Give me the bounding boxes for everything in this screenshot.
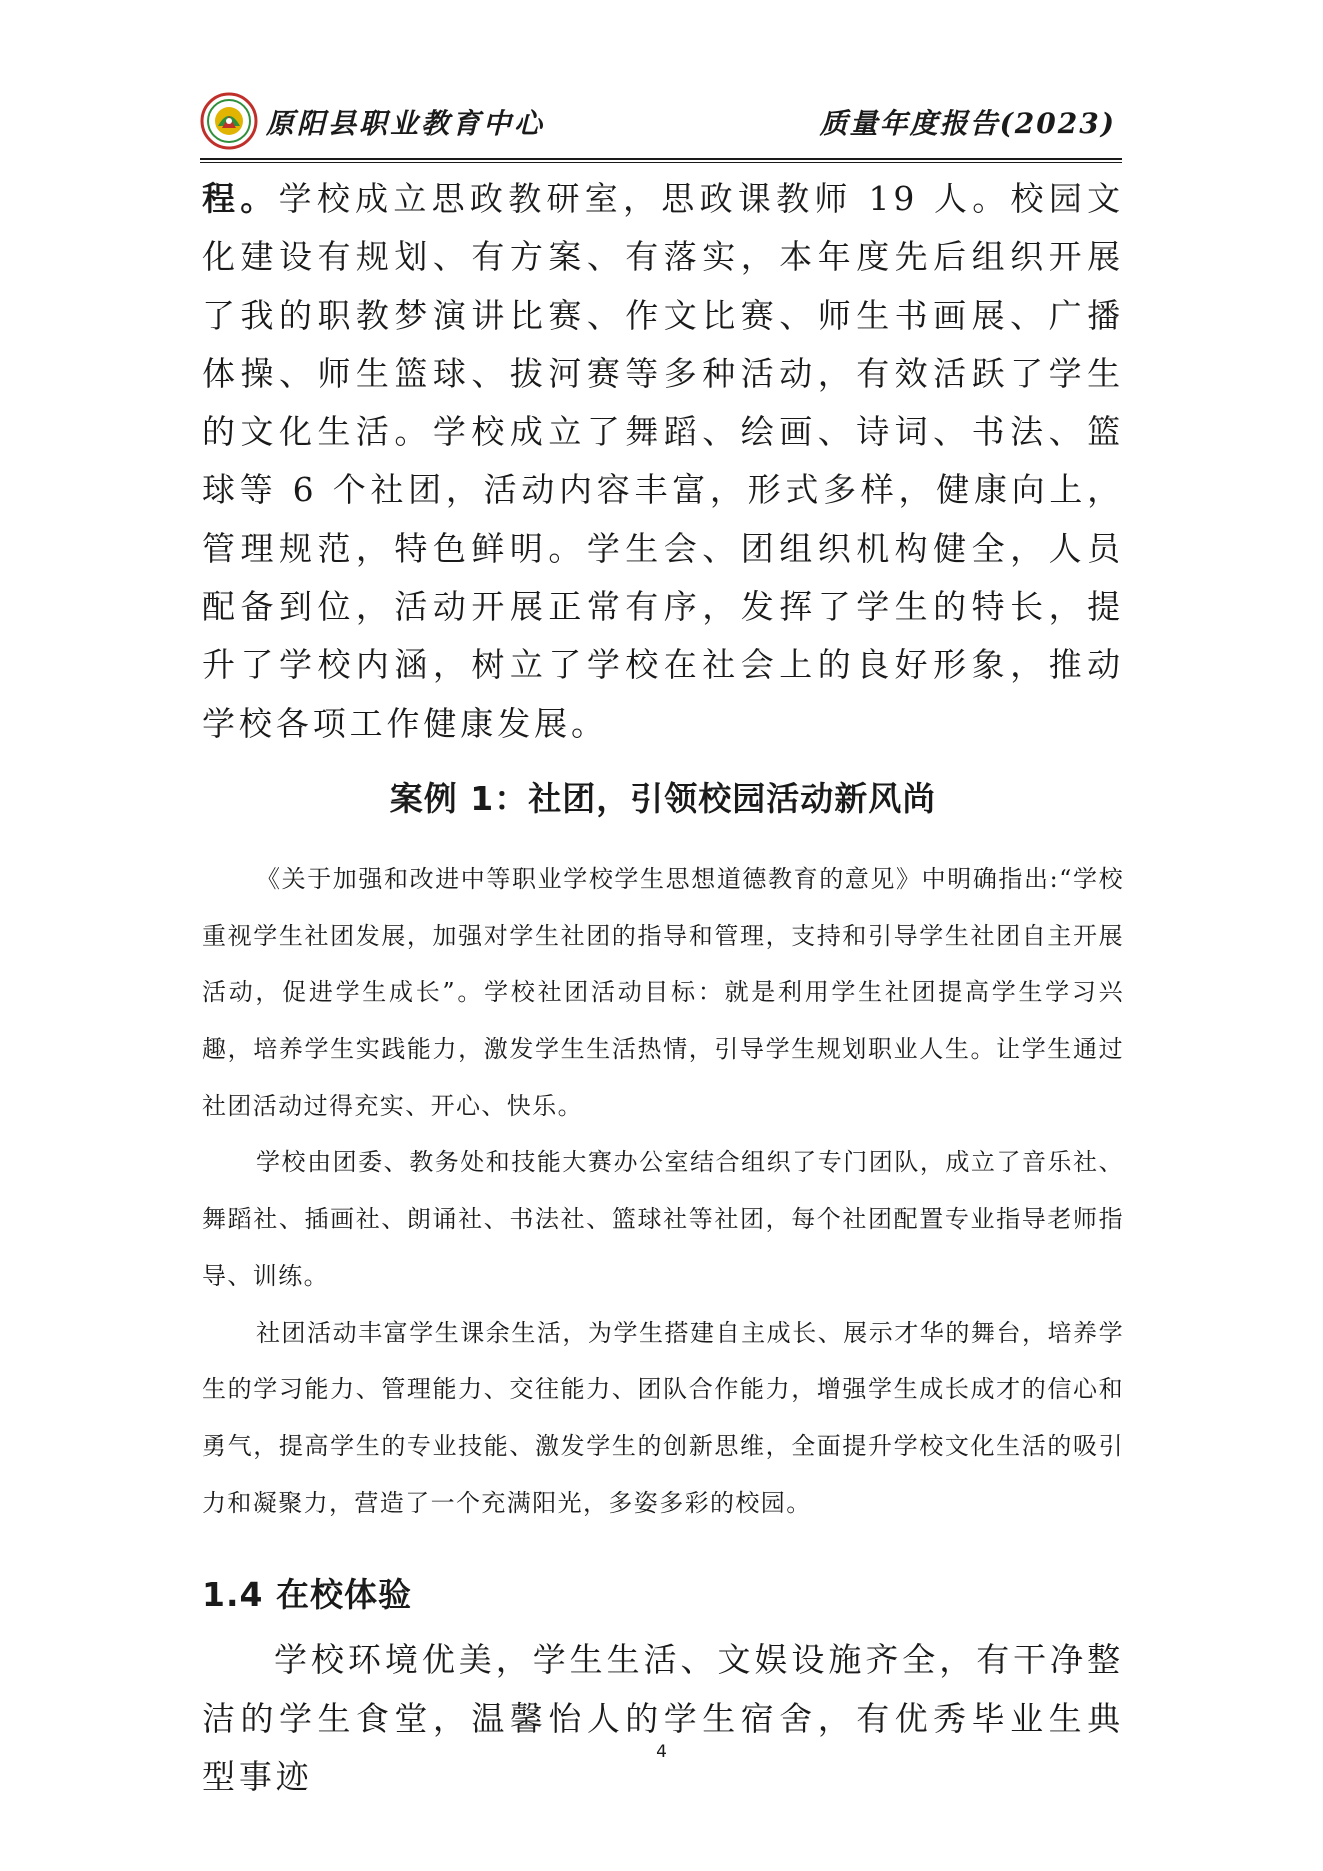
case-paragraph-3: 社团活动丰富学生课余生活，为学生搭建自主成长、展示才华的舞台，培养学生的学习能力、管理能力、交往能力、团队合作能力，增强学生成长成才的信心和勇气，提高学生的专业技能、激发学生的创新思维，全面提升学校文化生活的吸引力和凝聚力，营造了一个充满阳光，多姿多彩的校园。 [202,1318,1124,1517]
school-emblem-icon [200,92,258,150]
paragraph-text: 学校成立思政教研室，思政课教师 19 人。校园文化建设有规划、有方案、有落实，本年度先后组织开展了我的职教梦演讲比赛、作文比赛、师生书画展、广播体操、师生篮球、拔河赛等多种活动，有效活跃了学生的文化生活。学校成立了舞蹈、绘画、诗词、书法、篮球等 6 个社团，活动内容丰富，形式多样，健康向上，管理规范，特色鲜明。学生会、团组织机构健全，人员配备到位，活动开展正常有序，发挥了学生的特长，提升了学校内涵，树立了学校在社会上的良好形象，推动学校各项工作健康发展。 [202,179,1124,743]
body-paragraph-1 [202,170,1124,753]
page-number: 4 [656,1742,667,1762]
case-paragraph-1: 《关于加强和改进中等职业学校学生思想道德教育的意见》中明确指出:“学校重视学生社团发展，加强对学生社团的指导和管理，支持和引导学生社团自主开展活动，促进学生成长”。学校社团活动目标：就是利用学生社团提高学生学习兴趣，培养学生实践能力，激发学生生活热情，引导学生规划职业人生。让学生通过社团活动过得充实、开心、快乐。 [202,864,1124,1120]
case-paragraph-2: 学校由团委、教务处和技能大赛办公室结合组织了专门团队，成立了音乐社、舞蹈社、插画社、朗诵社、书法社、篮球社等社团，每个社团配置专业指导老师指导、训练。 [202,1148,1124,1290]
paragraph-lead: 程。 [202,179,279,218]
school-name: 原阳县职业教育中心 [266,107,546,140]
report-title: 质量年度报告(2023) [819,107,1116,140]
page-content [202,170,1124,1806]
section-paragraph: 学校环境优美，学生生活、文娱设施齐全，有干净整洁的学生食堂，温馨怡人的学生宿舍，有优秀毕业生典型事迹 [202,1640,1124,1796]
header-divider [200,158,1122,160]
section-heading: 1.4 在校体验 [202,1575,412,1615]
case-title: 案例 1：社团，引领校园活动新风尚 [389,778,937,818]
header-divider-thin [200,162,1122,163]
page-header [200,90,1122,154]
